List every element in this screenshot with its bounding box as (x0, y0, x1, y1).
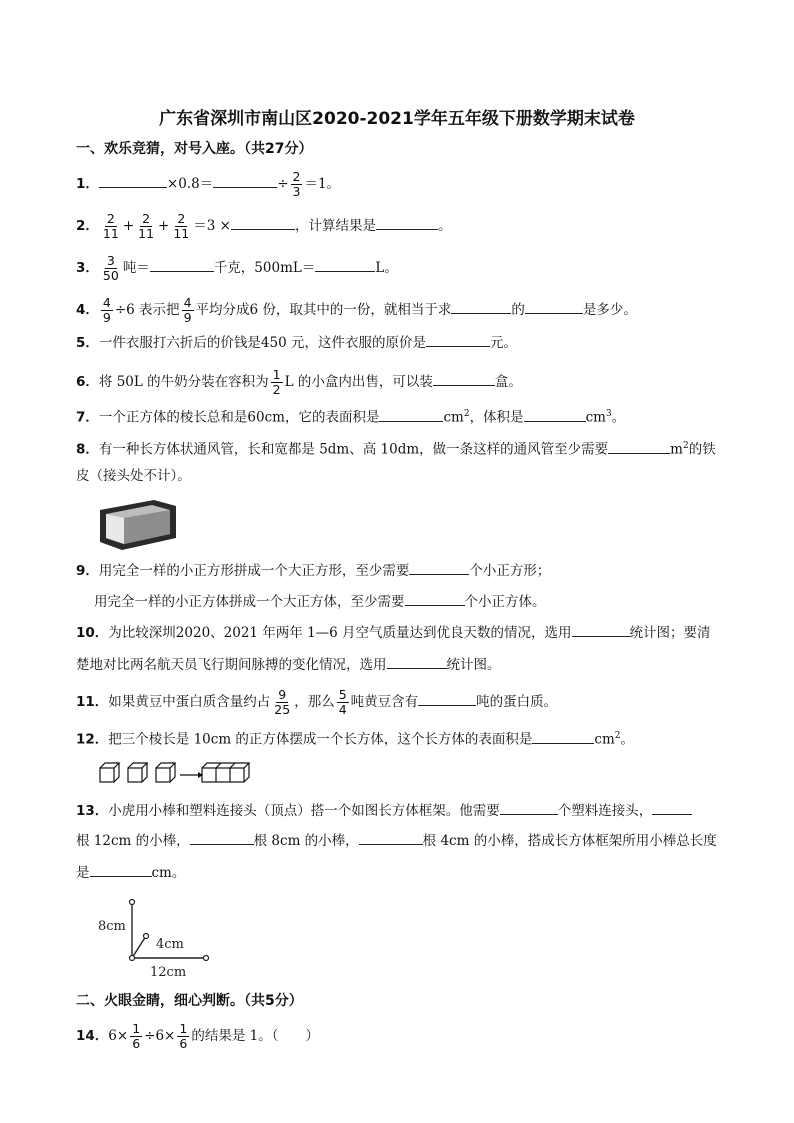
question-1: 1． ×0.8＝ ÷ $\frac{2}{3}$ ＝1。 (76, 169, 341, 199)
label-12cm: 12cm (150, 965, 187, 980)
fraction: $\frac{2}{11}$ (102, 211, 119, 241)
answer-blank[interactable] (213, 173, 277, 188)
answer-blank[interactable] (99, 173, 167, 188)
question-10: 10．为比较深圳2020、2021 年两年 1—6 月空气质量达到优良天数的情况，选用 统计图；要清 (76, 622, 711, 643)
section-1-heading: 一、欢乐竞猜，对号入座。（共27分） (76, 141, 313, 157)
question-8: 8．有一种长方体状通风管，长和宽都是 5dm、高 10dm，做一条这样的通风管至少需要 $m^2$的铁 (76, 436, 716, 460)
answer-blank[interactable] (387, 654, 447, 669)
fraction: $\frac{1}{2}$ (272, 367, 281, 397)
fraction: $\frac{3}{50}$ (102, 253, 119, 283)
question-6: 6．将 50L 的牛奶分装在容积为 $\frac{1}{2}$ L 的小盒内出售，可以装 盒。 (76, 367, 522, 397)
question-number: 8． (76, 441, 99, 458)
answer-blank[interactable] (376, 215, 438, 230)
answer-blank[interactable] (90, 862, 152, 877)
answer-blank[interactable] (379, 407, 443, 422)
answer-blank[interactable] (426, 332, 490, 347)
cubes-to-cuboid-figure (98, 760, 254, 786)
answer-blank[interactable] (231, 215, 295, 230)
answer-blank[interactable] (418, 691, 476, 706)
answer-blank[interactable] (524, 407, 586, 422)
question-13-line-2: 根 12cm 的小棒， 根 8cm 的小棒， 根 4cm 的小棒，搭成长方体框架所用小棒总长度 (76, 830, 717, 851)
question-number: 3． (76, 260, 99, 276)
question-number: 7． (76, 409, 99, 426)
question-number: 4． (76, 302, 99, 318)
answer-blank[interactable] (532, 729, 594, 744)
page-title: 广东省深圳市南山区2020-2021学年五年级下册数学期末试卷 (159, 109, 635, 129)
question-number: 2． (76, 218, 99, 234)
answer-blank[interactable] (405, 591, 465, 606)
question-11: 11．如果黄豆中蛋白质含量约占 $\frac{9}{25}$ ，那么 $\frac{5}{4}$ 吨黄豆含有 吨的蛋白质。 (76, 687, 558, 717)
question-number: 5． (76, 335, 99, 351)
question-8-line-2: 皮（接头处不计）。 (76, 468, 191, 484)
question-10-line-2: 楚地对比两名航天员飞行期间脉搏的变化情况，选用 统计图。 (76, 654, 501, 675)
fraction: $\frac{2}{11}$ (173, 211, 190, 241)
question-number: 1． (76, 176, 99, 192)
fraction: $\frac{5}{4}$ (338, 687, 347, 717)
section-2-heading: 二、火眼金睛，细心判断。（共5分） (76, 993, 303, 1009)
question-4: 4． $\frac{4}{9}$ ÷6 表示把 $\frac{4}{9}$ 平均分成6 份，取其中的一份，就相当于求 的 是多少。 (76, 295, 637, 325)
question-number: 10． (76, 625, 109, 641)
label-4cm: 4cm (156, 937, 184, 952)
question-14: 14．6× $\frac{1}{6}$ ÷6× $\frac{1}{6}$ 的结果是 1。（ ） (76, 1021, 319, 1051)
cuboid-edges-figure (96, 896, 220, 980)
answer-blank[interactable] (500, 800, 558, 815)
fraction: $\frac{1}{6}$ (179, 1021, 188, 1051)
question-5: 5．一件衣服打六折后的价钱是450 元，这件衣服的原价是 元。 (76, 332, 517, 353)
answer-blank[interactable] (572, 622, 630, 637)
fraction: $\frac{9}{25}$ (274, 687, 291, 717)
question-number: 9． (76, 563, 99, 579)
fraction: $\frac{4}{9}$ (183, 295, 192, 325)
question-13-line-3: 是 cm。 (76, 862, 185, 883)
answer-blank[interactable] (525, 299, 583, 314)
question-number: 13． (76, 803, 109, 819)
answer-blank[interactable] (315, 257, 375, 272)
vent-duct-figure (96, 496, 178, 552)
question-number: 6． (76, 374, 99, 390)
question-13: 13．小虎用小棒和塑料连接头（顶点）搭一个如图长方体框架。他需要 个塑料连接头， (76, 800, 692, 821)
label-8cm: 8cm (98, 919, 126, 934)
question-12: 12．把三个棱长是 10cm 的正方体摆成一个长方体，这个长方体的表面积是 $cm^2$。 (76, 726, 634, 750)
question-9-line-2: 用完全一样的小正方体拼成一个大正方体，至少需要 个小正方体。 (94, 591, 546, 612)
question-number: 11． (76, 694, 109, 710)
question-7: 7．一个正方体的棱长总和是60cm，它的表面积是 $cm^2$，体积是 $cm^3$。 (76, 404, 625, 428)
answer-blank[interactable] (451, 299, 511, 314)
answer-blank[interactable] (190, 830, 254, 845)
answer-blank[interactable] (359, 830, 423, 845)
question-3: 3． $\frac{3}{50}$ 吨＝ 千克，500mL＝ L。 (76, 253, 398, 283)
question-number: 12． (76, 731, 109, 748)
answer-blank[interactable] (150, 257, 214, 272)
answer-blank[interactable] (608, 439, 670, 454)
answer-blank[interactable] (433, 371, 495, 386)
fraction: $\frac{2}{11}$ (138, 211, 155, 241)
answer-blank[interactable] (409, 560, 469, 575)
fraction: $\frac{4}{9}$ (102, 295, 111, 325)
answer-blank[interactable] (652, 800, 692, 815)
fraction: $\frac{1}{6}$ (132, 1021, 141, 1051)
question-2: 2． $\frac{2}{11}$ + $\frac{2}{11}$ + $\frac{2}{11}$ ＝3 × ，计算结果是 。 (76, 211, 452, 241)
question-number: 14． (76, 1028, 109, 1044)
question-9: 9．用完全一样的小正方形拼成一个大正方形，至少需要 个小正方形； (76, 560, 550, 581)
fraction: $\frac{2}{3}$ (292, 169, 301, 199)
